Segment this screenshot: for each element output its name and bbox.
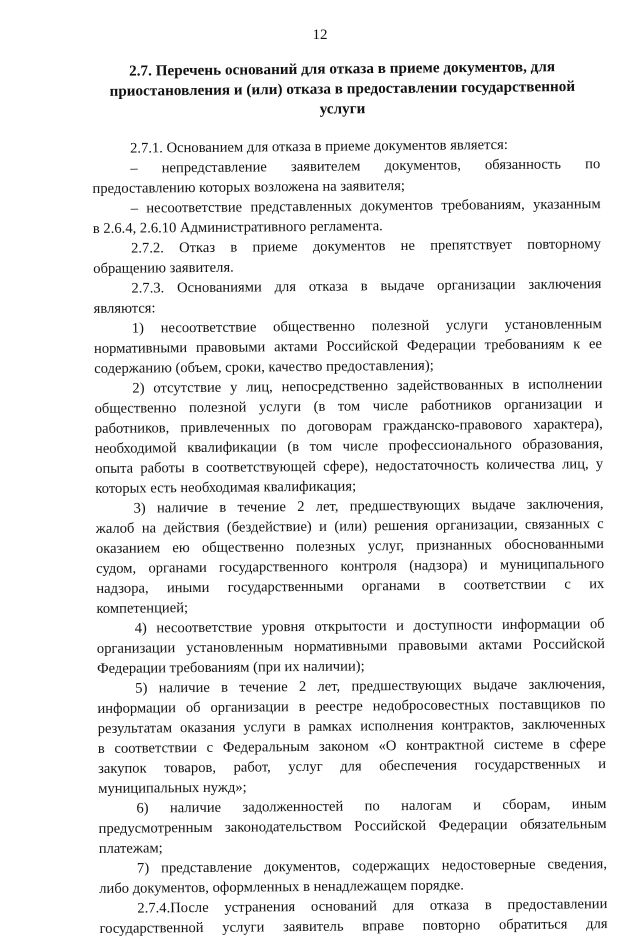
text-line: 7) представление документов, содержащих недостоверные сведения, <box>136 856 608 877</box>
text-line: нормативными правовыми актами Российской Федерации требованиям к ее <box>93 336 603 357</box>
text-line: 2.7.3. Основаниями для отказа в выдаче организации заключения <box>131 276 602 297</box>
text-line: работников, привлеченных по договорам гражданско-правового характера), <box>94 416 603 437</box>
heading-line: приостановления и (или) отказа в предоставлении государственной <box>109 77 576 100</box>
text-line: в 2.6.4, 2.6.10 Административного регламента. <box>92 218 383 237</box>
text-line: которых есть необходимая квалификация; <box>95 478 357 497</box>
text-line: либо документов, оформленных в ненадлежащем порядке. <box>99 877 464 897</box>
text-line: государственной услуги заявитель вправе повторно обратиться для <box>99 916 608 937</box>
text-line: компетенцией; <box>96 600 189 617</box>
page-number: 12 <box>312 27 328 43</box>
text-line: 1) несоответствие общественно полезной услуги установленным <box>131 316 602 337</box>
heading-line: услуги <box>319 100 366 118</box>
text-line: обращению заявителя. <box>93 259 234 277</box>
text-line: предусмотренным законодательством Российской Федерации обязательным <box>98 816 607 837</box>
text-line: 6) наличие задолженностей по налогам и сборам, иным <box>136 796 607 817</box>
text-line: опыта работы в соответствующей сфере), недостаточность количества лиц, у <box>95 456 604 477</box>
text-line: содержанию (объем, сроки, качество предоставления); <box>94 357 434 377</box>
text-line: – непредставление заявителем документов, обязанность по <box>130 156 601 177</box>
text-line: 4) несоответствие уровня открытости и доступности информации об <box>134 616 605 637</box>
text-line: 2) отсутствие у лиц, непосредственно задействованных в исполнении <box>132 376 603 397</box>
text-line: – несоответствие представленных документов требованиям, указанным <box>130 196 601 217</box>
text-line: предоставлению которых возложена на заявителя; <box>92 177 406 197</box>
text-line: 2.7.2. Отказ в приеме документов не препятствует повторному <box>130 236 602 257</box>
text-line: общественно полезной услуги (в том числе работников организации и <box>94 396 603 417</box>
text-line: результатам оказания услуги в рамках исполнения контрактов, заключенных <box>97 716 606 737</box>
text-line: надзора, иными государственными органами в соответствии с их <box>96 576 605 597</box>
text-line: муниципальных нужд»; <box>98 779 247 797</box>
document-body <box>92 135 608 937</box>
heading-line: 2.7. Перечень оснований для отказа в приеме документов, для <box>129 58 556 80</box>
text-line: необходимой квалификации (в том числе профессионального образования, <box>94 436 604 457</box>
text-line: являются: <box>93 300 156 317</box>
section-heading <box>92 57 593 122</box>
text-line: 3) наличие в течение 2 лет, предшествующих выдаче заключения, <box>133 496 604 517</box>
text-line: организации установленным нормативными правовыми актами Российской <box>96 636 605 657</box>
text-line: закупок товаров, работ, услуг для обеспечения государственных и <box>97 756 607 777</box>
text-line: в соответствии с Федеральным законом «О контрактной системе в сфере <box>97 736 606 757</box>
text-line: 2.7.1. Основанием для отказа в приеме документов является: <box>130 137 508 157</box>
text-line: оказанием ею общественно полезных услуг, признанных обоснованными <box>95 536 604 557</box>
text-line: Федерации требованиям (при их наличии); <box>97 658 365 677</box>
text-line: платежам; <box>98 840 163 857</box>
text-line: жалоб на действия (бездействие) и (или) решения организации, связанных с <box>95 516 604 537</box>
text-line: судом, органами государственного контроля (надзора) и муниципального <box>96 556 605 577</box>
text-line: информации об организации в реестре недобросовестных поставщиков по <box>97 696 606 717</box>
text-line: 5) наличие в течение 2 лет, предшествующих выдаче заключения, <box>135 676 606 697</box>
text-line: 2.7.4.После устранения оснований для отказа в предоставлении <box>137 896 608 917</box>
